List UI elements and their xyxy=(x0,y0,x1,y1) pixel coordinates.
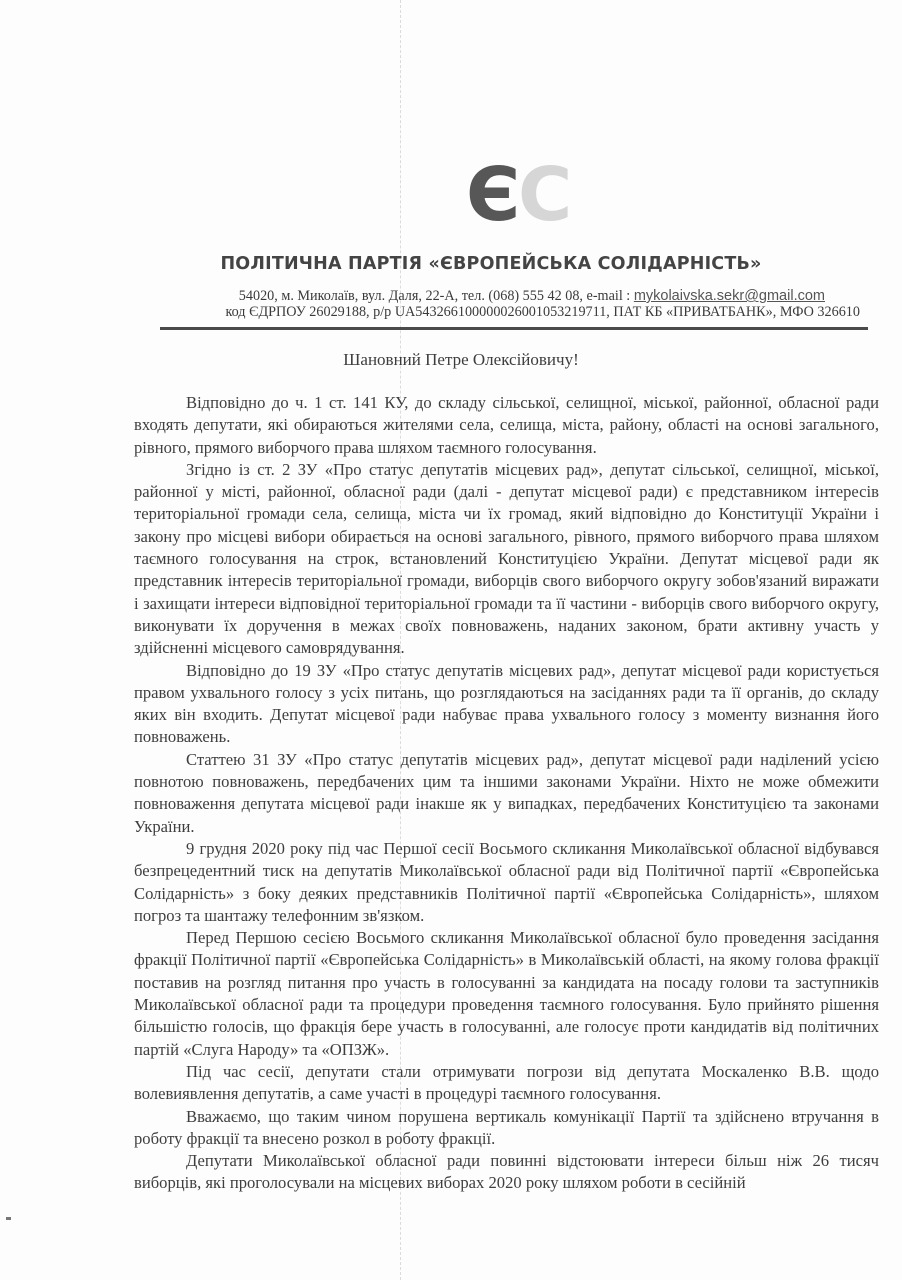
salutation: Шановний Петре Олексійовичу! xyxy=(343,350,579,369)
email-link[interactable]: mykolaivska.sekr@gmail.com xyxy=(633,288,825,304)
paragraph: Відповідно до ч. 1 ст. 141 КУ, до складу сільської, селищної, міської, районної, обласної ради входять депутати, які обираються жителями села, селища, міста, району, області на основі загального, рівного, прямого виборчого права шляхом таємного голосування. xyxy=(134,393,879,457)
paragraph: 9 грудня 2020 року під час Першої сесії Восьмого скликання Миколаївської обласної відбувався безпрецедентний тиск на депутатів Миколаївської обласної ради від Політичної партії «Європейська Солідарність» з боку деяких представників Політичної партії «Європейська Солідарність», шляхом погроз та шантажу телефонним зв'язком. xyxy=(134,838,879,925)
address-text: 54020, м. Миколаїв, вул. Даля, 22-А, тел. (068) 555 42 08, e-mail : xyxy=(238,288,634,304)
logo-icon xyxy=(466,160,576,228)
paragraph: Депутати Миколаївської обласної ради повинні відстоювати інтереси більш ніж 26 тисяч виборців, які проголосували на місцевих виборах 2020 року шляхом роботи в сесійній xyxy=(134,1151,879,1193)
party-logo xyxy=(466,160,576,228)
logo-letter-es: С xyxy=(518,160,573,228)
logo-letter-ye: Є xyxy=(466,160,521,228)
paragraph: Перед Першою сесією Восьмого скликання Миколаївської обласної було проведення засідання фракції Політичної партії «Європейська Солідарність» в Миколаївській області, на якому голова фракції поставив на розгляд питання про участь в голосуванні за кандидата на посаду голови та заступників Миколаївської обласної ради та процедури проведення таємного голосування. Було прийнято рішення більшістю голосів, що фракція бере участь в голосуванні, але голосує проти кандидатів від політичних партій «Слуга Народу» та «ОПЗЖ». xyxy=(134,928,879,1059)
scan-speck xyxy=(6,1217,11,1220)
paragraph: Згідно із ст. 2 ЗУ «Про статус депутатів місцевих рад», депутат сільської, селищної, міської, районної у місті, районної, обласної ради (далі - депутат місцевої ради) є представником інтересів територіальної громади села, селища, міста чи їх громад, який відповідно до Конституції України і закону про місцеві вибори обирається на основі загального, рівного, прямого виборчого права шляхом таємного голосування на строк, встановлений Конституцією України. Депутат місцевої ради як представник інтересів територіальної громади, виборців свого виборчого округу зобов'язаний виражати і захищати інтереси відповідної територіальної громади та її частини - виборців свого виборчого округу, виконувати їх доручення в межах своїх повноважень, наданих законом, брати активну участь у здійсненні місцевого самоврядування. xyxy=(134,459,879,658)
paragraph: Статтею 31 ЗУ «Про статус депутатів місцевих рад», депутат місцевої ради наділений усією повнотою повноважень, передбачених цим та іншими законами України. Ніхто не може обмежити повноваження депутата місцевої ради інакше як у випадках, передбачених Конституцією та законами України. xyxy=(134,749,879,836)
bank-details: код ЄДРПОУ 26029188, р/р UA543266100000026001053219711, ПАТ КБ «ПРИВАТБАНК», МФО 326610 xyxy=(225,304,860,320)
address-line xyxy=(160,288,860,305)
letterhead-contacts xyxy=(160,288,860,321)
party-name: ПОЛІТИЧНА ПАРТІЯ «ЄВРОПЕЙСЬКА СОЛІДАРНІСТЬ» xyxy=(220,254,762,274)
letter-body xyxy=(134,392,879,1195)
paragraph: Відповідно до 19 ЗУ «Про статус депутатів місцевих рад», депутат місцевої ради користується правом ухвального голосу з усіх питань, що розглядаються на засіданнях ради та її органів, до складу яких він входить. Депутат місцевої ради набуває права ухвального голосу з моменту визнання його повноважень. xyxy=(134,660,879,747)
paragraph: Вважаємо, що таким чином порушена вертикаль комунікації Партії та здійснено втручання в роботу фракції та внесено розкол в роботу фракції. xyxy=(134,1106,879,1148)
letterhead-divider xyxy=(160,327,868,330)
paragraph: Під час сесії, депутати стали отримувати погрози від депутата Москаленко В.В. щодо волевиявлення депутатів, а саме участі в процедурі таємного голосування. xyxy=(134,1061,879,1104)
